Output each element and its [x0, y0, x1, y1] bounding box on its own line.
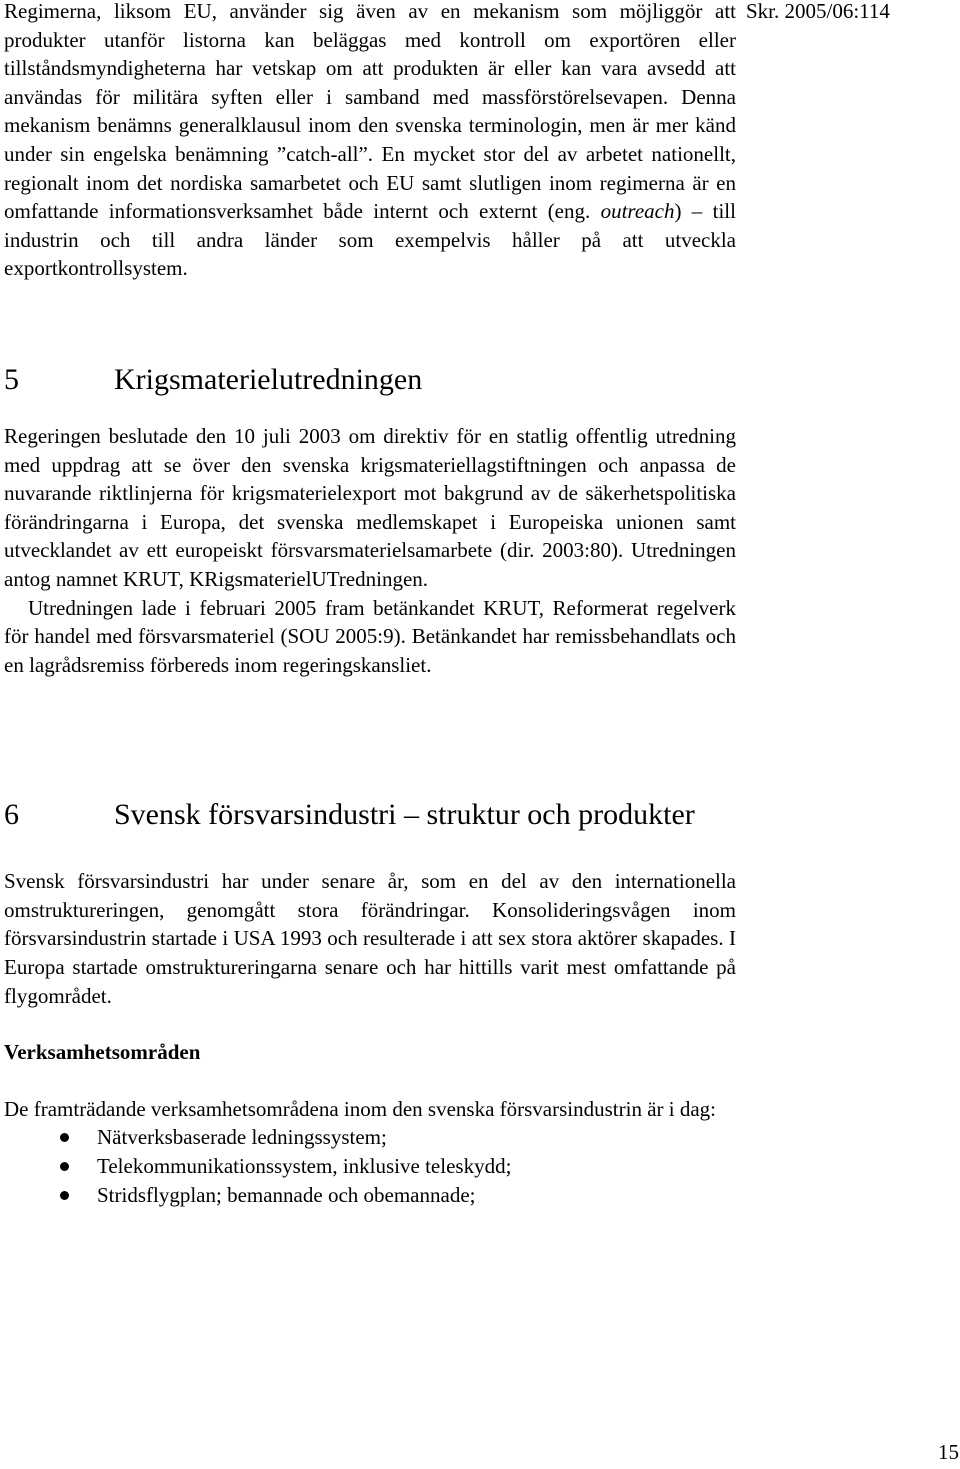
- document-reference: Skr. 2005/06:114: [746, 0, 890, 23]
- section-5-paragraph-2: Utredningen lade i februari 2005 fram betänkandet KRUT, Reformerat regelverk för handel med försvarsmateriel (SOU 2005:9). Betänkandet har remissbehandlats och en lagrådsremiss förbereds inom regeringskansliet.: [4, 595, 736, 677]
- section-6-number: 6: [4, 798, 19, 832]
- bullet-text: Nätverksbaserade ledningssystem;: [97, 1125, 387, 1150]
- intro-text-part-1: Regimerna, liksom EU, använder sig även av en mekanism som möjliggör att produkter utanför listorna kan beläggas med kontroll om exportören eller tillståndsmyndigheterna har vetskap om att produkten är eller kan vara avsedd att användas för militära syften eller i samband med massförstörelsevapen. Denna mekanism benämns generalklausul inom den svenska terminologin, men är mer känd under sin engelska benämning ”catch-all”. En mycket stor del av arbetet nationellt, regionalt inom det nordiska samarbetet och EU samt slutligen inom regimerna är en omfattande informationsverksamhet både internt och externt (eng.: [4, 0, 736, 224]
- bullet-item: [4, 1152, 736, 1181]
- section-6-heading: [4, 795, 736, 835]
- intro-text-part-2: ) – till industrin och till andra länder som exempelvis håller på att utveckla exportkontrollsystem.: [4, 199, 736, 281]
- verksamhet-subheading: Verksamhetsområden: [4, 1040, 201, 1065]
- bullet-icon: [60, 1191, 69, 1200]
- section-6-title: Svensk försvarsindustri – struktur och produkter: [114, 798, 695, 832]
- verksamhet-intro: De framträdande verksamhetsområdena inom den svenska försvarsindustrin är i dag:: [4, 1096, 717, 1121]
- section-5-paragraph-1: Regeringen beslutade den 10 juli 2003 om direktiv för en statlig offentlig utredning med uppdrag att se över den svenska krigsmateriellagstiftningen och anpassa de nuvarande riktlinjerna för krigsmaterielexport mot bakgrund av de säkerhetspolitiska förändringarna i Europa, det svenska medlemskapet i Europeiska unionen samt utvecklandet av ett europeiskt försvarsmaterielsamarbete (dir. 2003:80). Utredningen antog namnet KRUT, KRigsmaterielUTredningen.: [4, 423, 736, 591]
- page-body: [4, 0, 736, 1209]
- section-5-title: Krigsmaterielutredningen: [114, 362, 423, 396]
- page-number: 15: [938, 1440, 959, 1464]
- bullet-item: [4, 1181, 736, 1210]
- bullet-text: Stridsflygplan; bemannade och obemannade;: [97, 1182, 476, 1207]
- section-5-number: 5: [4, 362, 19, 396]
- verksamhet-bullet-list: [4, 1123, 736, 1209]
- intro-paragraph: [4, 0, 736, 283]
- section-6-paragraph: Svensk försvarsindustri har under senare år, som en del av den internationella omstruktureringen, genomgått stora förändringar. Konsolideringsvågen inom försvarsindustrin startade i USA 1993 och resulterade i att sex stora aktörer skapades. I Europa startade omstruktureringarna senare och har hittills varit mest omfattande på flygområdet.: [4, 869, 736, 1008]
- bullet-text: Telekommunikationssystem, inklusive teleskydd;: [97, 1154, 512, 1179]
- bullet-icon: [60, 1162, 69, 1171]
- bullet-icon: [60, 1133, 69, 1142]
- intro-italic-term: outreach: [600, 199, 675, 224]
- bullet-item: [4, 1123, 736, 1152]
- section-5-heading: [4, 360, 736, 400]
